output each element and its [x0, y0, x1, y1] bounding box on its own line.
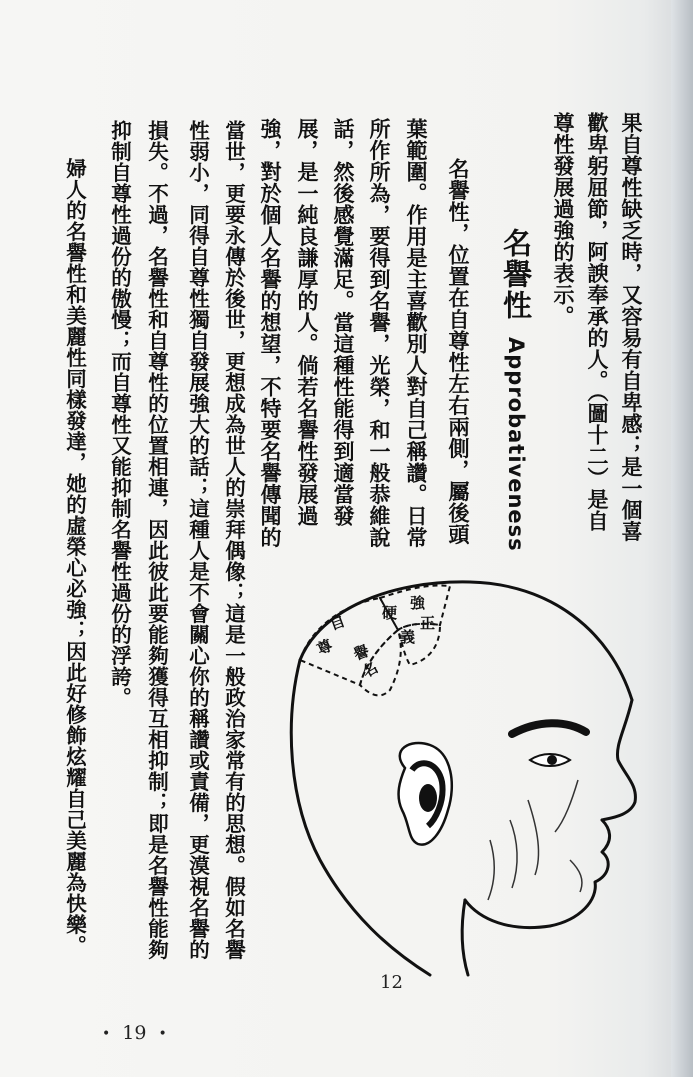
phrenology-head-illustration — [280, 570, 650, 980]
text-column-11: 性弱小，同得自尊性獨自發展強大的話；這種人是不會關心你的稱讚或責備，更漠視名譽的 — [185, 120, 210, 960]
text-column-9: 強，對於個人名譽的想望，不特要名譽傳聞的 — [258, 118, 283, 548]
text-column-7: 話，然後感覺滿足。當這種性能得到適當發 — [331, 118, 356, 527]
text-column-13: 抑制自尊性過份的傲慢；而自尊性又能抑制名譽性過份的浮誇。 — [107, 120, 132, 708]
text-column-12: 損失。不過，名譽性和自尊性的位置相連，因此彼此要能夠獲得互相抑制；即是名譽性能夠 — [144, 120, 169, 960]
page-number-value: 19 — [122, 1022, 147, 1044]
region-label: 硬 — [382, 604, 398, 622]
text-column-4: 名譽性，位置在自尊性左右兩側，屬後頭 — [446, 158, 471, 545]
region-label: 譽 — [351, 641, 372, 664]
region-label: 名 — [359, 658, 382, 682]
figure-number: 12 — [380, 972, 403, 993]
text-column-6: 所作所為，要得到名譽，光榮，和一般恭維說 — [367, 118, 392, 548]
dot-left: • — [102, 1026, 111, 1042]
region-label: 正 — [420, 614, 436, 632]
text-column-10: 當世，更要永傳於後世，更想成為世人的崇拜偶像；這是一般政治家常有的思想。假如名譽 — [221, 120, 246, 960]
heading-chinese: 名譽性 — [499, 228, 533, 321]
text-column-5: 葉範圍。作用是主喜歡別人對自己稱讚。日常 — [404, 118, 429, 548]
region-label: 強 — [410, 594, 426, 612]
text-column-2: 歡卑躬屈節，阿諛奉承的人。（圖十二）是自 — [585, 112, 610, 532]
dot-right: • — [158, 1026, 167, 1042]
region-label: 義 — [400, 628, 416, 646]
region-label: 自 — [327, 611, 348, 634]
region-label: 尊 — [314, 635, 336, 659]
book-spine — [671, 0, 693, 1077]
section-heading — [496, 228, 537, 552]
heading-english: Approbativeness — [504, 337, 528, 552]
text-column-3: 尊性發展過強的表示。 — [551, 112, 576, 327]
text-column-14: 婦人的名譽性和美麗性同樣發達，她的虛榮心必強；因此好修飾炫耀自己美麗為快樂。 — [62, 158, 87, 956]
page-number — [90, 1022, 179, 1044]
text-column-8: 展，是一純良謙厚的人。倘若名譽性發展過 — [295, 118, 320, 527]
text-column-1: 果自尊性缺乏時，又容易有自卑感；是一個喜 — [619, 112, 644, 542]
